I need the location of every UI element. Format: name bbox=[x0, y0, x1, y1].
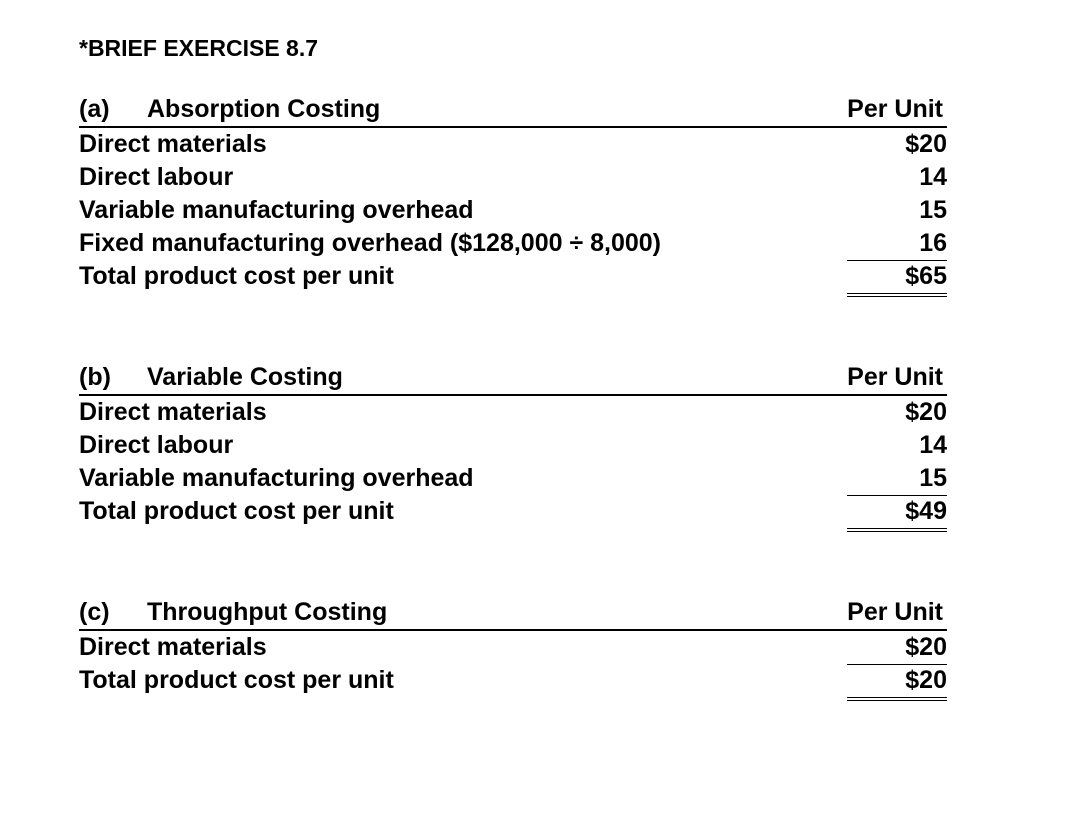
row-value: 15 bbox=[847, 462, 947, 496]
table-row bbox=[79, 227, 947, 260]
total-value: $20 bbox=[847, 664, 947, 701]
row-label: Direct materials bbox=[79, 633, 267, 661]
section-heading-text: Absorption Costing bbox=[147, 95, 381, 123]
total-label: Total product cost per unit bbox=[79, 666, 394, 694]
row-value: $20 bbox=[905, 130, 947, 158]
row-value: $20 bbox=[847, 631, 947, 665]
section-header bbox=[79, 597, 947, 631]
total-row bbox=[79, 664, 947, 697]
total-value: $49 bbox=[847, 495, 947, 532]
section-heading bbox=[79, 362, 343, 392]
per-unit-header: Per Unit bbox=[847, 598, 943, 626]
total-label: Total product cost per unit bbox=[79, 497, 394, 525]
table-row bbox=[79, 396, 947, 429]
per-unit-header: Per Unit bbox=[847, 95, 943, 123]
section-letter: (c) bbox=[79, 598, 110, 626]
row-label: Variable manufacturing overhead bbox=[79, 464, 474, 492]
total-value: $65 bbox=[847, 260, 947, 297]
row-value: 16 bbox=[847, 227, 947, 261]
table-row bbox=[79, 194, 947, 227]
section-heading bbox=[79, 94, 380, 124]
row-value: 14 bbox=[919, 431, 947, 459]
table-row bbox=[79, 462, 947, 495]
table-row bbox=[79, 128, 947, 161]
variable-costing-section bbox=[79, 362, 947, 528]
row-value: 15 bbox=[919, 196, 947, 224]
table-row bbox=[79, 429, 947, 462]
row-label: Direct materials bbox=[79, 130, 267, 158]
exercise-title: *BRIEF EXERCISE 8.7 bbox=[79, 35, 319, 61]
row-label: Variable manufacturing overhead bbox=[79, 196, 474, 224]
throughput-costing-section bbox=[79, 597, 947, 697]
row-value: 14 bbox=[919, 163, 947, 191]
section-heading bbox=[79, 597, 387, 627]
total-row bbox=[79, 495, 947, 528]
section-letter: (a) bbox=[79, 95, 110, 123]
total-label: Total product cost per unit bbox=[79, 262, 394, 290]
section-header bbox=[79, 362, 947, 396]
row-label: Direct labour bbox=[79, 163, 234, 191]
section-heading-text: Throughput Costing bbox=[147, 598, 388, 626]
row-label: Direct labour bbox=[79, 431, 234, 459]
table-row bbox=[79, 631, 947, 664]
row-label: Direct materials bbox=[79, 398, 267, 426]
row-value: $20 bbox=[905, 398, 947, 426]
row-label: Fixed manufacturing overhead ($128,000 ÷ 8,000) bbox=[79, 229, 662, 257]
section-heading-text: Variable Costing bbox=[147, 363, 343, 391]
table-row bbox=[79, 161, 947, 194]
total-row bbox=[79, 260, 947, 293]
absorption-costing-section bbox=[79, 94, 947, 293]
section-header bbox=[79, 94, 947, 128]
section-letter: (b) bbox=[79, 363, 111, 391]
per-unit-header: Per Unit bbox=[847, 363, 943, 391]
